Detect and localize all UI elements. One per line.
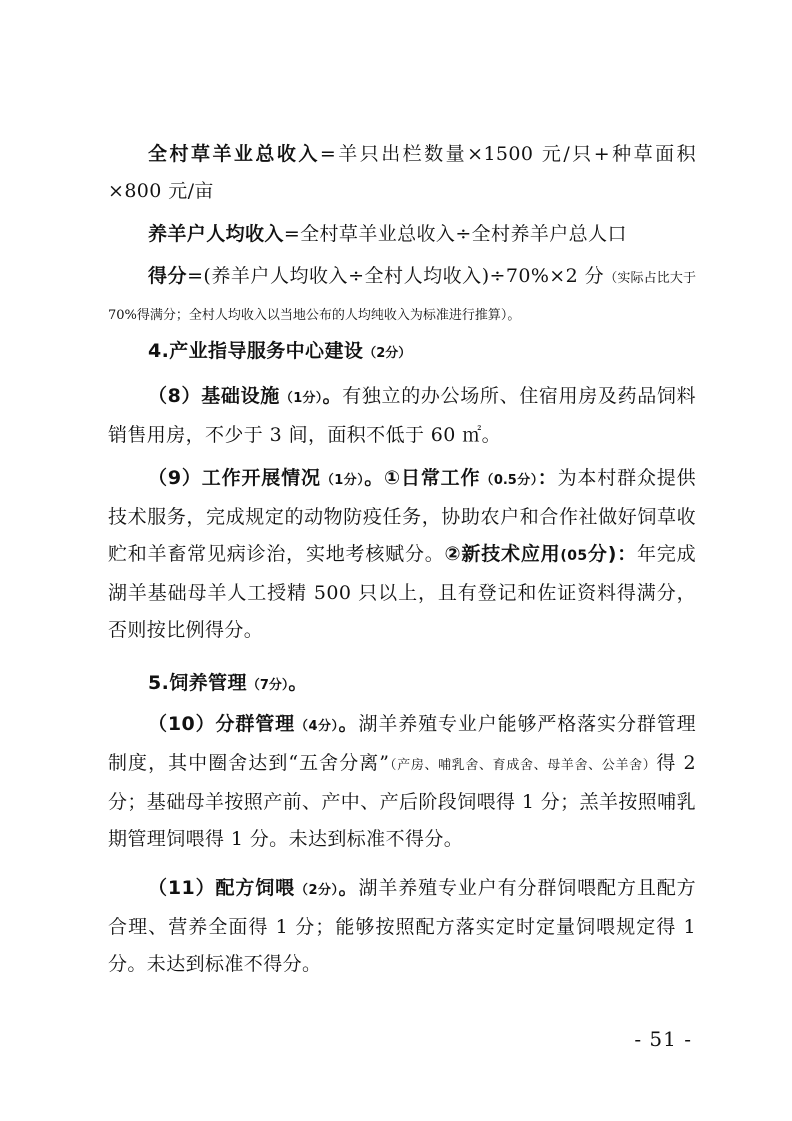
term-per-capita-income: 养羊户人均收入 bbox=[148, 223, 284, 245]
section-title-5: 5.饲养管理 bbox=[148, 672, 247, 694]
item-11-separator: 。 bbox=[338, 877, 359, 899]
item-10-title: （10）分群管理 bbox=[148, 713, 296, 735]
item-10-text-1: 湖羊养殖专业户能够严格落实分群管理制度，其中圈舍达到“五舍分离” bbox=[108, 713, 696, 774]
formula-total-income: =羊只出栏数量×1500 元/只+种草面积×800 元/亩 bbox=[108, 143, 696, 202]
item-10-separator: 。 bbox=[338, 713, 359, 735]
item-9-subitem-2-unit: 分) bbox=[587, 543, 617, 565]
item-9-subitem-1-text: 为本村群众提供技术服务，完成规定的动物防疫任务，协助农户和合作社做好饲草收贮和羊畜常见病诊治，实地考核赋分。 bbox=[108, 467, 697, 565]
section-score-4: （2分） bbox=[363, 346, 412, 361]
paragraph-score-formula bbox=[108, 259, 696, 333]
paragraph-item-9 bbox=[108, 460, 696, 649]
item-9-subitem-2-separator: ： bbox=[616, 543, 637, 565]
item-9-subitem-2-score: (05 bbox=[560, 548, 588, 564]
paragraph-item-11 bbox=[108, 870, 696, 983]
score-note: （实际占比大于 70%得满分；全村人均收入以当地公布的人均纯收入为标准进行推算）。 bbox=[108, 271, 696, 323]
paragraph-per-capita-income bbox=[108, 216, 696, 253]
paragraph-total-income bbox=[108, 136, 696, 210]
item-8-text: 有独立的办公场所、住宿用房及药品饲料销售用房，不少于 3 间，面积不低于 60 ㎡。 bbox=[108, 385, 696, 446]
section-score-5: （7分） bbox=[246, 678, 289, 693]
item-8-score: （1分） bbox=[279, 391, 323, 406]
item-11-score: （2分） bbox=[295, 883, 339, 898]
item-8-separator: 。 bbox=[322, 385, 343, 407]
item-10-score: （4分） bbox=[295, 719, 339, 734]
formula-score: =(养羊户人均收入÷全村人均收入)÷70%×2 分 bbox=[187, 265, 605, 287]
section-title-4: 4.产业指导服务中心建设 bbox=[148, 340, 364, 362]
formula-per-capita-income: =全村草羊业总收入÷全村养羊户总人口 bbox=[283, 223, 627, 245]
item-9-subitem-2-text: 年完成湖羊基础母羊人工授精 500 只以上，且有登记和佐证资料得满分，否则按比例得分。 bbox=[108, 543, 696, 641]
page-number: - 51 - bbox=[634, 1027, 692, 1051]
item-8-title: （8）基础设施 bbox=[148, 385, 280, 407]
item-11-text: 湖羊养殖专业户有分群饲喂配方且配方合理、营养全面得 1 分；能够按照配方落实定时定量饲喂规定得 1 分。未达到标准不得分。 bbox=[108, 877, 696, 975]
item-9-subitem-1-separator: ： bbox=[537, 467, 558, 489]
section-heading-4 bbox=[108, 333, 696, 372]
item-9-subitem-1: ①日常工作 bbox=[384, 467, 481, 489]
term-score: 得分 bbox=[148, 265, 188, 287]
item-9-subitem-1-score: （0.5分） bbox=[480, 473, 538, 488]
item-11-title: （11）配方饲喂 bbox=[148, 877, 296, 899]
paragraph-item-8 bbox=[108, 378, 696, 454]
item-10-note: （产房、哺乳舍、育成舍、母羊舍、公羊舍） bbox=[389, 758, 657, 773]
item-9-title: （9）工作开展情况 bbox=[148, 467, 321, 489]
item-9-score: （1分） bbox=[320, 473, 365, 488]
section-separator-5: 。 bbox=[288, 672, 308, 694]
term-total-income: 全村草羊业总收入 bbox=[148, 143, 320, 165]
paragraph-item-10 bbox=[108, 706, 696, 858]
item-10-text-2: 得 2 分；基础母羊按照产前、产中、产后阶段饲喂得 1 分；羔羊按照哺乳期管理饲喂得 1 分。未达到标准不得分。 bbox=[108, 752, 696, 850]
section-heading-5 bbox=[108, 665, 696, 704]
item-9-subitem-2: ②新技术应用 bbox=[444, 543, 561, 565]
item-9-separator: 。 bbox=[364, 467, 385, 489]
